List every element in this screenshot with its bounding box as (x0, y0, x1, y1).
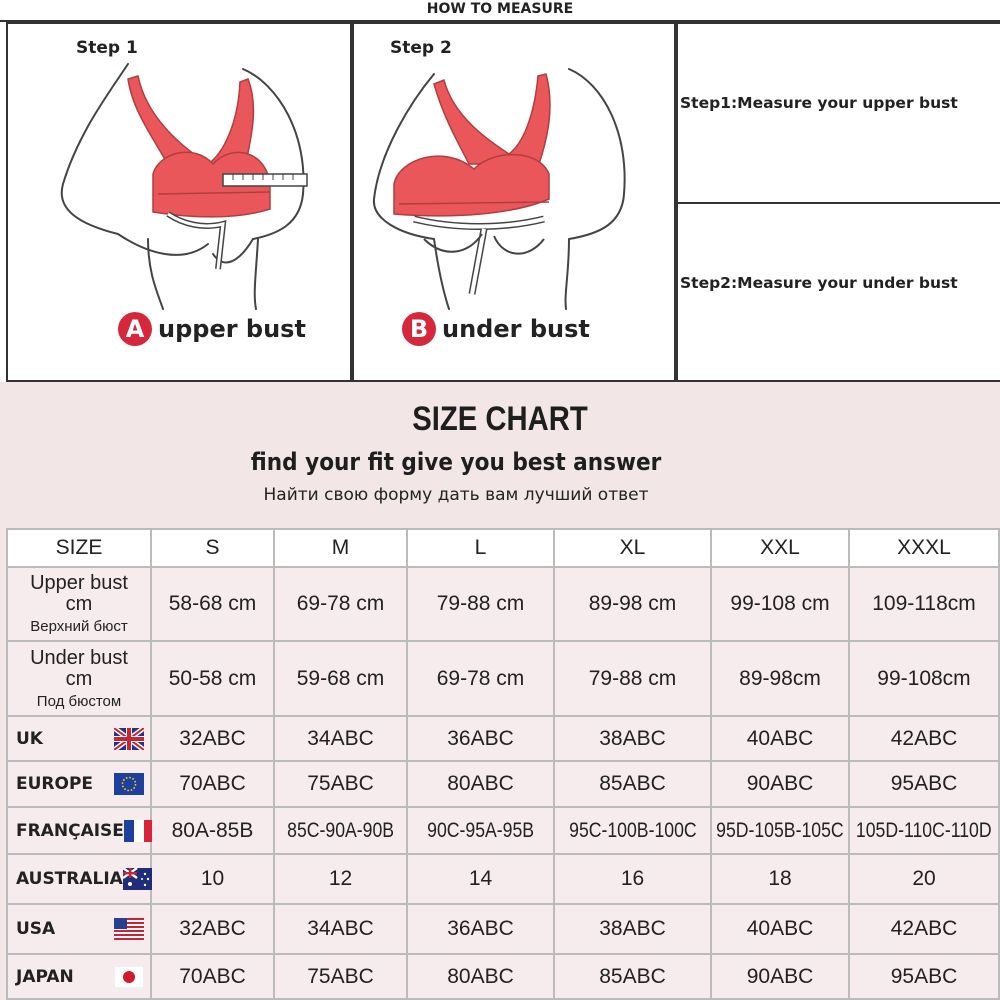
measure-value: 89-98 cm (588, 592, 677, 615)
region-value: 95ABC (890, 964, 958, 988)
region-value: 34ABC (307, 726, 374, 750)
region-value-cell (408, 955, 555, 1000)
measure-value: 58-68 cm (168, 592, 257, 615)
badge-b-icon: B (402, 312, 436, 346)
size-label: XXL (760, 536, 800, 559)
france-flag-icon (124, 820, 154, 842)
measure-value-cell (555, 642, 712, 717)
region-value: 85C-90A-90B (287, 818, 394, 842)
region-value: 95D-105B-105C (716, 818, 844, 842)
region-value: 32ABC (179, 917, 246, 940)
region-value-cell (275, 905, 408, 955)
measure-value: 79-88 cm (436, 592, 525, 615)
region-value: 70ABC (179, 772, 246, 795)
region-value: 12 (328, 867, 353, 890)
measure-value-cell (712, 568, 850, 642)
region-name: EUROPE (16, 774, 94, 794)
eu-flag-icon (114, 773, 144, 795)
instructions-panel (676, 22, 1000, 382)
region-value-cell (275, 855, 408, 905)
region-value-cell (152, 905, 275, 955)
region-value: 38ABC (599, 917, 666, 940)
region-value-cell (555, 855, 712, 905)
badge-a-icon: A (118, 312, 152, 346)
region-name: FRANÇAISE (16, 820, 124, 841)
region-value-cell (408, 855, 555, 905)
region-value-cell (152, 717, 275, 762)
region-value-cell (712, 808, 850, 855)
step2-panel (352, 22, 676, 382)
measure-value: 50-58 cm (168, 666, 257, 690)
size-label: XL (619, 536, 646, 559)
uk-flag-icon (114, 728, 144, 750)
region-value-cell (408, 762, 555, 808)
measure-value: 69-78 cm (296, 592, 385, 615)
measure-row-name-ru: Под бюстом (36, 692, 122, 710)
region-value: 95C-100B-100C (568, 818, 697, 842)
region-value-cell (712, 955, 850, 1000)
region-value: 85ABC (599, 772, 666, 795)
region-value: 90ABC (746, 772, 814, 795)
region-value-cell (850, 905, 1000, 955)
region-value: 40ABC (746, 726, 814, 750)
region-row-label (6, 955, 152, 1000)
australia-flag-icon (123, 868, 153, 890)
measure-value: 109-118cm (872, 592, 976, 615)
region-value: 90ABC (746, 964, 814, 988)
region-value-cell (850, 808, 1000, 855)
region-value-cell (555, 808, 712, 855)
region-value-cell (850, 762, 1000, 808)
region-value-cell (850, 955, 1000, 1000)
region-value: 36ABC (447, 726, 514, 750)
region-row-label (6, 717, 152, 762)
region-value-cell (712, 905, 850, 955)
step1-label: Step 1 (76, 38, 138, 58)
region-value-cell (275, 955, 408, 1000)
region-value-cell (555, 762, 712, 808)
japan-flag-icon (114, 966, 144, 988)
region-value-cell (408, 717, 555, 762)
region-value: 75ABC (307, 772, 374, 795)
region-row-label (6, 905, 152, 955)
measure-row-unit: cm (65, 667, 93, 690)
size-header-cell (6, 528, 152, 568)
region-name: UK (16, 728, 43, 749)
measure-row-name-ru: Верхний бюст (30, 618, 128, 636)
region-value: 20 (912, 867, 936, 890)
size-chart-subtitle-ru: Найти свою форму дать вам лучший ответ (263, 485, 649, 505)
size-chart-subtitle: find your fit give you best answer (250, 448, 662, 476)
measure-value-cell (152, 568, 275, 642)
region-value: 38ABC (599, 726, 666, 750)
upper-bust-illustration (8, 24, 352, 314)
region-value: 36ABC (447, 917, 514, 940)
measure-row-label (6, 568, 152, 642)
region-value: 75ABC (307, 964, 374, 988)
step2-caption (402, 312, 590, 346)
region-value-cell (408, 808, 555, 855)
region-value-cell (712, 762, 850, 808)
upper-bust-caption: upper bust (158, 315, 306, 343)
region-value-cell (275, 808, 408, 855)
region-name: USA (16, 919, 56, 939)
measure-value-cell (850, 642, 1000, 717)
measure-value-cell (275, 568, 408, 642)
under-bust-caption: under bust (442, 315, 590, 343)
region-row-label (6, 808, 152, 855)
region-value-cell (850, 717, 1000, 762)
region-value: 80ABC (447, 964, 514, 988)
measure-value-cell (712, 642, 850, 717)
measure-value-cell (850, 568, 1000, 642)
region-value: 42ABC (890, 917, 958, 940)
region-value: 42ABC (890, 726, 958, 750)
region-value: 14 (468, 867, 493, 890)
step1-caption (118, 312, 306, 346)
region-row-label (6, 762, 152, 808)
size-col-header-xxxl (850, 528, 1000, 568)
region-value: 18 (768, 867, 792, 890)
region-name: JAPAN (16, 966, 74, 987)
measure-value: 99-108cm (877, 666, 971, 690)
measure-row-unit: cm (65, 593, 93, 616)
measure-row-name: Upper bust (30, 572, 128, 595)
step1-panel (6, 22, 352, 382)
region-value-cell (152, 762, 275, 808)
region-value: 90C-95A-95B (427, 818, 534, 842)
measure-value: 99-108 cm (730, 592, 830, 615)
size-col-header-l (408, 528, 555, 568)
size-label: S (205, 536, 220, 559)
how-to-measure-title: HOW TO MEASURE (426, 1, 574, 17)
measure-row-label (6, 642, 152, 717)
region-value: 85ABC (599, 964, 666, 988)
measure-value-cell (275, 642, 408, 717)
region-value: 95ABC (890, 772, 958, 795)
size-label: M (331, 536, 350, 559)
region-value-cell (555, 955, 712, 1000)
region-value-cell (408, 905, 555, 955)
region-value-cell (555, 717, 712, 762)
region-value-cell (275, 762, 408, 808)
measure-value-cell (408, 568, 555, 642)
region-value-cell (152, 855, 275, 905)
instruction-step2: Step2:Measure your under bust (680, 274, 958, 292)
size-col-header-m (275, 528, 408, 568)
region-value-cell (850, 855, 1000, 905)
under-bust-illustration (354, 24, 676, 314)
size-chart-title: SIZE CHART (412, 400, 588, 438)
size-header-label: SIZE (55, 536, 103, 559)
size-col-header-s (152, 528, 275, 568)
region-value-cell (152, 808, 275, 855)
region-value: 80A-85B (171, 818, 254, 842)
region-value: 105D-110C-110D (856, 818, 992, 842)
region-value: 34ABC (307, 917, 374, 940)
region-name: AUSTRALIA (16, 869, 123, 889)
step2-label: Step 2 (390, 38, 452, 58)
region-value-cell (712, 855, 850, 905)
measure-value-cell (555, 568, 712, 642)
measure-value-cell (408, 642, 555, 717)
region-value: 10 (200, 867, 225, 890)
usa-flag-icon (114, 918, 144, 940)
measure-value: 79-88 cm (588, 666, 677, 690)
region-row-label (6, 855, 152, 905)
measure-value: 59-68 cm (296, 666, 385, 690)
measure-value: 89-98cm (739, 666, 821, 690)
measure-value-cell (152, 642, 275, 717)
size-label: L (474, 536, 487, 559)
instructions-divider (678, 202, 1000, 204)
region-value: 32ABC (179, 726, 246, 750)
region-value-cell (152, 955, 275, 1000)
region-value-cell (555, 905, 712, 955)
region-value: 70ABC (179, 964, 246, 988)
size-col-header-xl (555, 528, 712, 568)
measure-value: 69-78 cm (436, 666, 525, 690)
region-value-cell (275, 717, 408, 762)
size-label: XXXL (897, 536, 951, 559)
instruction-step1: Step1:Measure your upper bust (680, 94, 958, 112)
region-value-cell (712, 717, 850, 762)
region-value: 80ABC (447, 772, 514, 795)
region-value: 40ABC (746, 917, 814, 940)
measure-row-name: Under bust (30, 646, 128, 669)
size-col-header-xxl (712, 528, 850, 568)
region-value: 16 (620, 867, 645, 890)
